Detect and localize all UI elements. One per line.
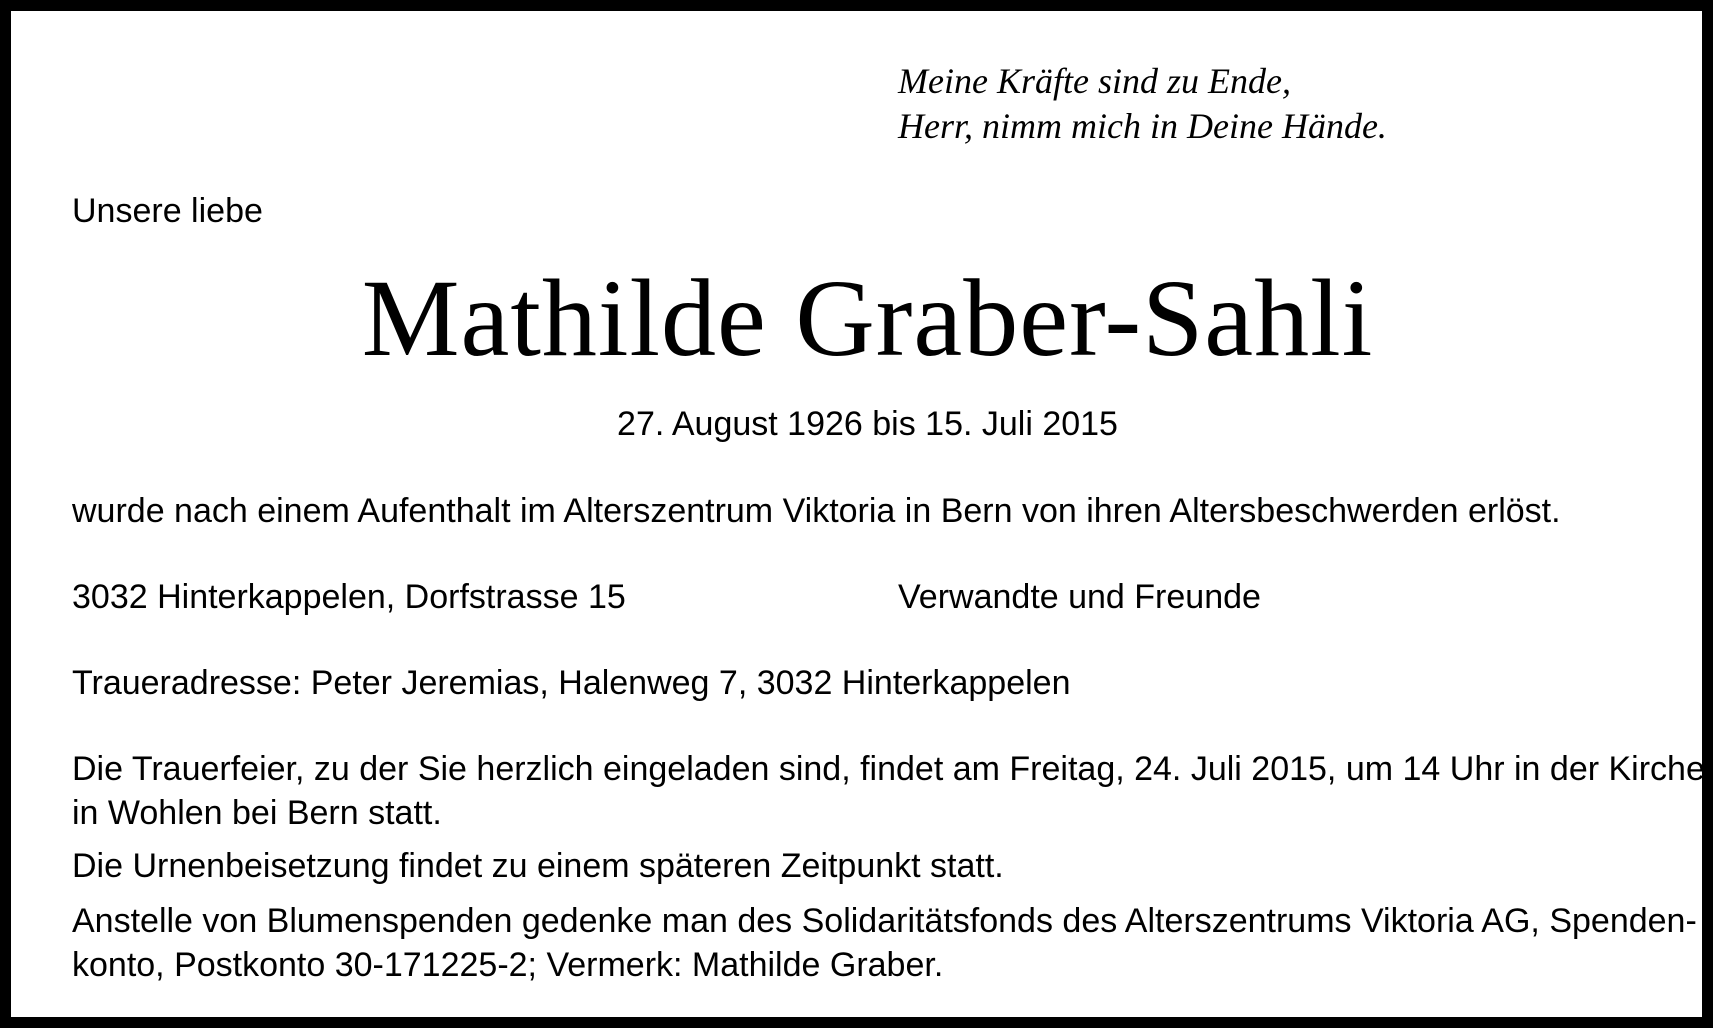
mourning-address: Traueradresse: Peter Jeremias, Halenweg 7, 3032 Hinterkappelen — [72, 664, 1071, 702]
deceased-name: Mathilde Graber-Sahli — [361, 257, 1374, 379]
ceremony-paragraph — [72, 747, 1705, 835]
motto-line-2: Herr, nimm mich in Deine Hände. — [898, 106, 1387, 146]
donation-line-2: konto, Postkonto 30-171225-2; Vermerk: Mathilde Graber. — [72, 946, 944, 984]
ceremony-line-1: Die Trauerfeier, zu der Sie herzlich eingeladen sind, findet am Freitag, 24. Juli 2015, um 14 Uhr in der Kirche — [72, 750, 1705, 788]
ceremony-line-2: in Wohlen bei Bern statt. — [72, 794, 442, 832]
intro-text: Unsere liebe — [72, 192, 263, 230]
life-dates: 27. August 1926 bis 15. Juli 2015 — [617, 405, 1118, 443]
donation-line-1: Anstelle von Blumenspenden gedenke man des Solidaritätsfonds des Alterszentrums Viktoria AG, Spenden- — [72, 902, 1697, 940]
donation-paragraph — [72, 899, 1697, 987]
mourners-signature: Verwandte und Freunde — [898, 578, 1261, 616]
motto-line-1: Meine Kräfte sind zu Ende, — [898, 61, 1291, 101]
urn-burial-note: Die Urnenbeisetzung findet zu einem späteren Zeitpunkt statt. — [72, 847, 1004, 885]
motto-verse — [898, 59, 1387, 149]
passing-statement: wurde nach einem Aufenthalt im Alterszentrum Viktoria in Bern von ihren Altersbeschwerden erlöst. — [72, 492, 1561, 530]
home-address: 3032 Hinterkappelen, Dorfstrasse 15 — [72, 578, 626, 616]
